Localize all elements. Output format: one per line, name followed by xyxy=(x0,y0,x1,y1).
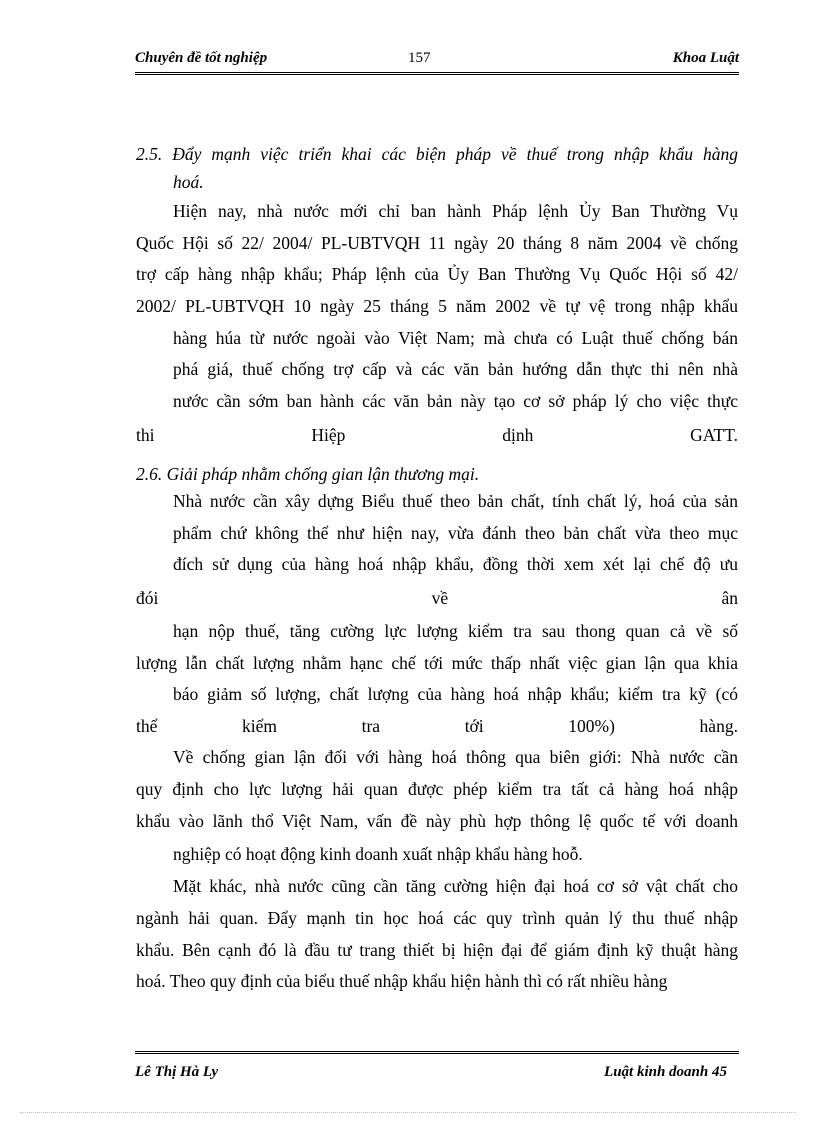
body-text-line: Về chống gian lận đối với hàng hoá thông qua biên giới: Nhà nước cần xyxy=(173,747,738,767)
bottom-dotted-rule xyxy=(20,1112,796,1113)
justified-word: thể xyxy=(136,716,158,736)
justified-word: hàng. xyxy=(699,716,738,736)
body-text-line: hạn nộp thuế, tăng cường lực lượng kiểm tra sau thong quan cả về số xyxy=(173,621,738,641)
justified-word: tra xyxy=(361,716,381,736)
section-heading-line: 2.5. Đẩy mạnh việc triển khai các biện pháp về thuế trong nhập khẩu hàng xyxy=(136,144,738,164)
body-text-line: nước cần sớm ban hành các văn bản này tạo cơ sở pháp lý cho việc thực xyxy=(173,391,738,411)
justified-word: GATT. xyxy=(690,425,738,445)
body-text-line: quy định cho lực lượng hải quan được phép kiểm tra tất cả hàng hoá nhập xyxy=(136,779,738,799)
footer-author: Lê Thị Hà Ly xyxy=(135,1064,219,1080)
page-footer xyxy=(135,1051,739,1080)
body-text-line: khẩu. Bên cạnh đó là đầu tư trang thiết bị hiện đại để giám định kỹ thuật hàng xyxy=(136,940,738,960)
body-text-line: hàng húa từ nước ngoài vào Việt Nam; mà chưa có Luật thuế chống bán xyxy=(173,328,738,348)
body-text-line: trợ cấp hàng nhập khẩu; Pháp lệnh của Ủy Ban Thường Vụ Quốc Hội số 42/ xyxy=(136,264,738,284)
justified-word: Hiệp xyxy=(311,425,346,445)
justified-word: dịnh xyxy=(502,425,534,445)
justified-word: tới xyxy=(464,716,484,736)
body-text-line: nghiệp có hoạt động kinh doanh xuất nhập khẩu hàng hoỗ. xyxy=(173,844,583,864)
justified-word: 100%) xyxy=(568,716,615,736)
section-heading-line: 2.6. Giải pháp nhằm chống gian lận thương mại. xyxy=(136,464,480,484)
header-doc-title: Chuyên đề tốt nghiệp xyxy=(135,50,268,66)
body-text-line: 2002/ PL-UBTVQH 10 ngày 25 tháng 5 năm 2002 về tự vệ trong nhập khẩu xyxy=(136,296,738,316)
justified-word: về xyxy=(431,588,449,608)
body-text-line: khẩu vào lãnh thổ Việt Nam, vấn đề này phù hợp thông lệ quốc tế với doanh xyxy=(136,811,738,831)
body-text-line: Mặt khác, nhà nước cũng cần tăng cường hiện đại hoá cơ sở vật chất cho xyxy=(173,876,738,896)
header-faculty: Khoa Luật xyxy=(672,50,739,66)
body-text-line xyxy=(136,425,738,445)
body-text-line: phẩm chứ không thể như hiện nay, vừa đánh theo bản chất vừa theo mục xyxy=(173,523,738,543)
body-text-line: hoá. Theo quy định của biểu thuế nhập khẩu hiện hành thì có rất nhiều hàng xyxy=(136,971,668,991)
page-number: 157 xyxy=(408,50,431,66)
body-text-line xyxy=(136,716,738,736)
justified-word: kiểm xyxy=(242,716,277,736)
body-text-line: đích sử dụng của hàng hoá nhập khẩu, đồng thời xem xét lại chế độ ưu xyxy=(173,554,738,574)
footer-course: Luật kinh doanh 45 xyxy=(604,1064,727,1080)
body-text-line: lượng lẫn chất lượng nhằm hạnc chế tới mức thấp nhất việc gian lận qua khia xyxy=(136,653,738,673)
body-text-line: Hiện nay, nhà nước mới chỉ ban hành Pháp lệnh Ủy Ban Thường Vụ xyxy=(173,201,738,221)
body-text-line: phá giá, thuế chống trợ cấp và các văn bản hướng dẫn thực thi nên nhà xyxy=(173,359,738,379)
body-text-line: Nhà nước cần xây dựng Biểu thuế theo bản chất, tính chất lý, hoá của sản xyxy=(173,491,738,511)
page-header xyxy=(135,48,739,75)
justified-word: đói xyxy=(136,588,159,608)
justified-word: ân xyxy=(721,588,738,608)
body-text-line xyxy=(136,588,738,608)
justified-word: thi xyxy=(136,425,155,445)
body-text-line: Quốc Hội số 22/ 2004/ PL-UBTVQH 11 ngày 20 tháng 8 năm 2004 về chống xyxy=(136,233,738,253)
body-text-line: báo giảm số lượng, chất lượng của hàng hoá nhập khẩu; kiểm tra kỹ (có xyxy=(173,684,738,704)
section-heading-line: hoá. xyxy=(173,172,204,192)
body-text-line: ngành hải quan. Đẩy mạnh tin học hoá các quy trình quản lý thu thuế nhập xyxy=(136,908,738,928)
